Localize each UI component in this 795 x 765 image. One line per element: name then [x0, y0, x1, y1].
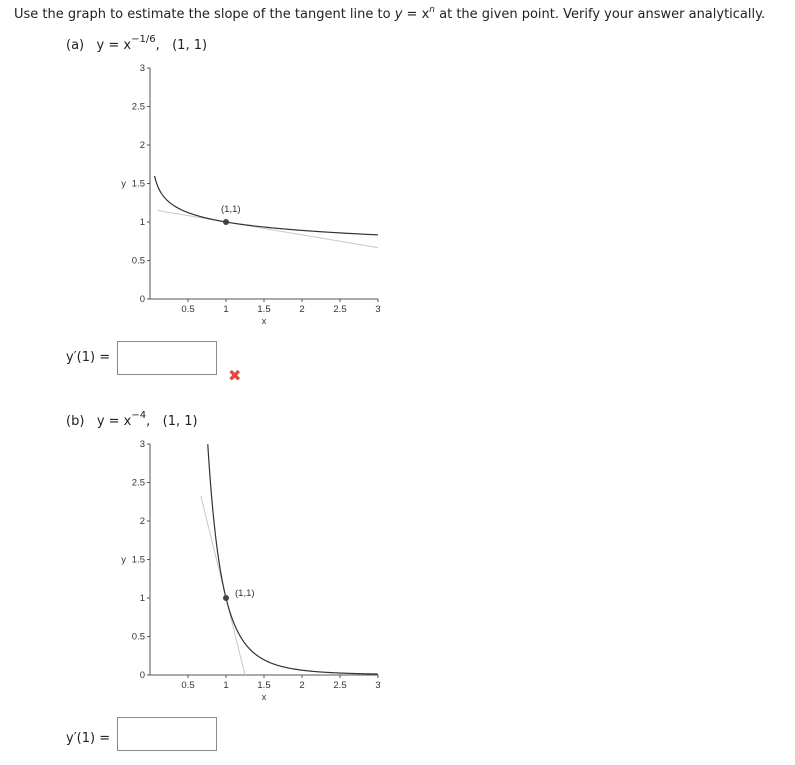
- y-tick-label: 3: [139, 63, 145, 74]
- x-tick-label: 2.5: [333, 304, 347, 315]
- graph-a: [110, 54, 400, 344]
- part-a-header: (a) $y = x^{-1/6}$, (1, 1): [66, 34, 208, 53]
- y-tick-label: 0.5: [131, 255, 145, 267]
- y-tick-label: 0.5: [131, 631, 145, 643]
- part-a-function: $y = x^{-1/6}$: [96, 34, 156, 53]
- point-marker: [223, 595, 229, 601]
- part-a-answer-input[interactable]: [117, 341, 217, 375]
- x-tick-label: 1: [223, 304, 229, 315]
- y-tick-label: 1.5: [131, 554, 145, 566]
- x-tick-label: 1.5: [257, 680, 271, 691]
- part-b-label: (b): [66, 414, 85, 429]
- x-axis-label: x: [261, 316, 267, 327]
- part-b-point: (1, 1): [162, 414, 198, 429]
- part-a-label: (a): [66, 38, 85, 53]
- part-b-answer-input[interactable]: [117, 717, 217, 751]
- y-tick-label: 2.5: [131, 477, 145, 489]
- part-b-function: $y = x^{-4}$: [96, 410, 147, 429]
- y-tick-label: 3: [139, 439, 145, 450]
- tangent-line: [158, 210, 378, 247]
- y-tick-label: 0: [139, 670, 145, 681]
- x-tick-label: 2: [299, 304, 305, 315]
- y-axis-label: y: [121, 554, 126, 566]
- part-a-point: (1, 1): [172, 38, 208, 53]
- y-tick-label: 1: [139, 593, 145, 604]
- x-tick-label: 1.5: [257, 304, 271, 315]
- part-b-answer-label: y′(1) =: [66, 731, 111, 746]
- point-label: (1,1): [235, 588, 255, 599]
- y-tick-label: 2: [139, 516, 145, 527]
- function-curve: [208, 444, 378, 674]
- graph-b-svg: [110, 430, 400, 720]
- point-marker: [223, 219, 229, 225]
- x-tick-label: 2: [299, 680, 305, 691]
- x-tick-label: 3: [375, 304, 381, 315]
- part-a-answer-label: y′(1) =: [66, 350, 111, 365]
- x-tick-label: 1: [223, 680, 229, 691]
- graph-b: [110, 430, 400, 720]
- y-tick-label: 2.5: [131, 101, 145, 113]
- function-curve: [155, 176, 378, 235]
- instructions-text: Use the graph to estimate the slope of the tangent line to $y = x^n$ at the given point. Verify your answer analytically.: [14, 5, 766, 22]
- x-tick-label: 0.5: [181, 680, 195, 691]
- x-axis-label: x: [261, 692, 267, 703]
- x-mark-icon: ✖: [228, 366, 242, 385]
- graph-a-svg: [110, 54, 400, 344]
- y-tick-label: 2: [139, 140, 145, 151]
- x-tick-label: 3: [375, 680, 381, 691]
- y-tick-label: 0: [139, 294, 145, 305]
- point-label: (1,1): [221, 204, 241, 215]
- part-b-header: (b) $y = x^{-4}$, (1, 1): [66, 410, 198, 429]
- y-tick-label: 1.5: [131, 178, 145, 190]
- x-tick-label: 0.5: [181, 304, 195, 315]
- y-tick-label: 1: [139, 217, 145, 228]
- y-axis-label: y: [121, 178, 126, 190]
- x-tick-label: 2.5: [333, 680, 347, 691]
